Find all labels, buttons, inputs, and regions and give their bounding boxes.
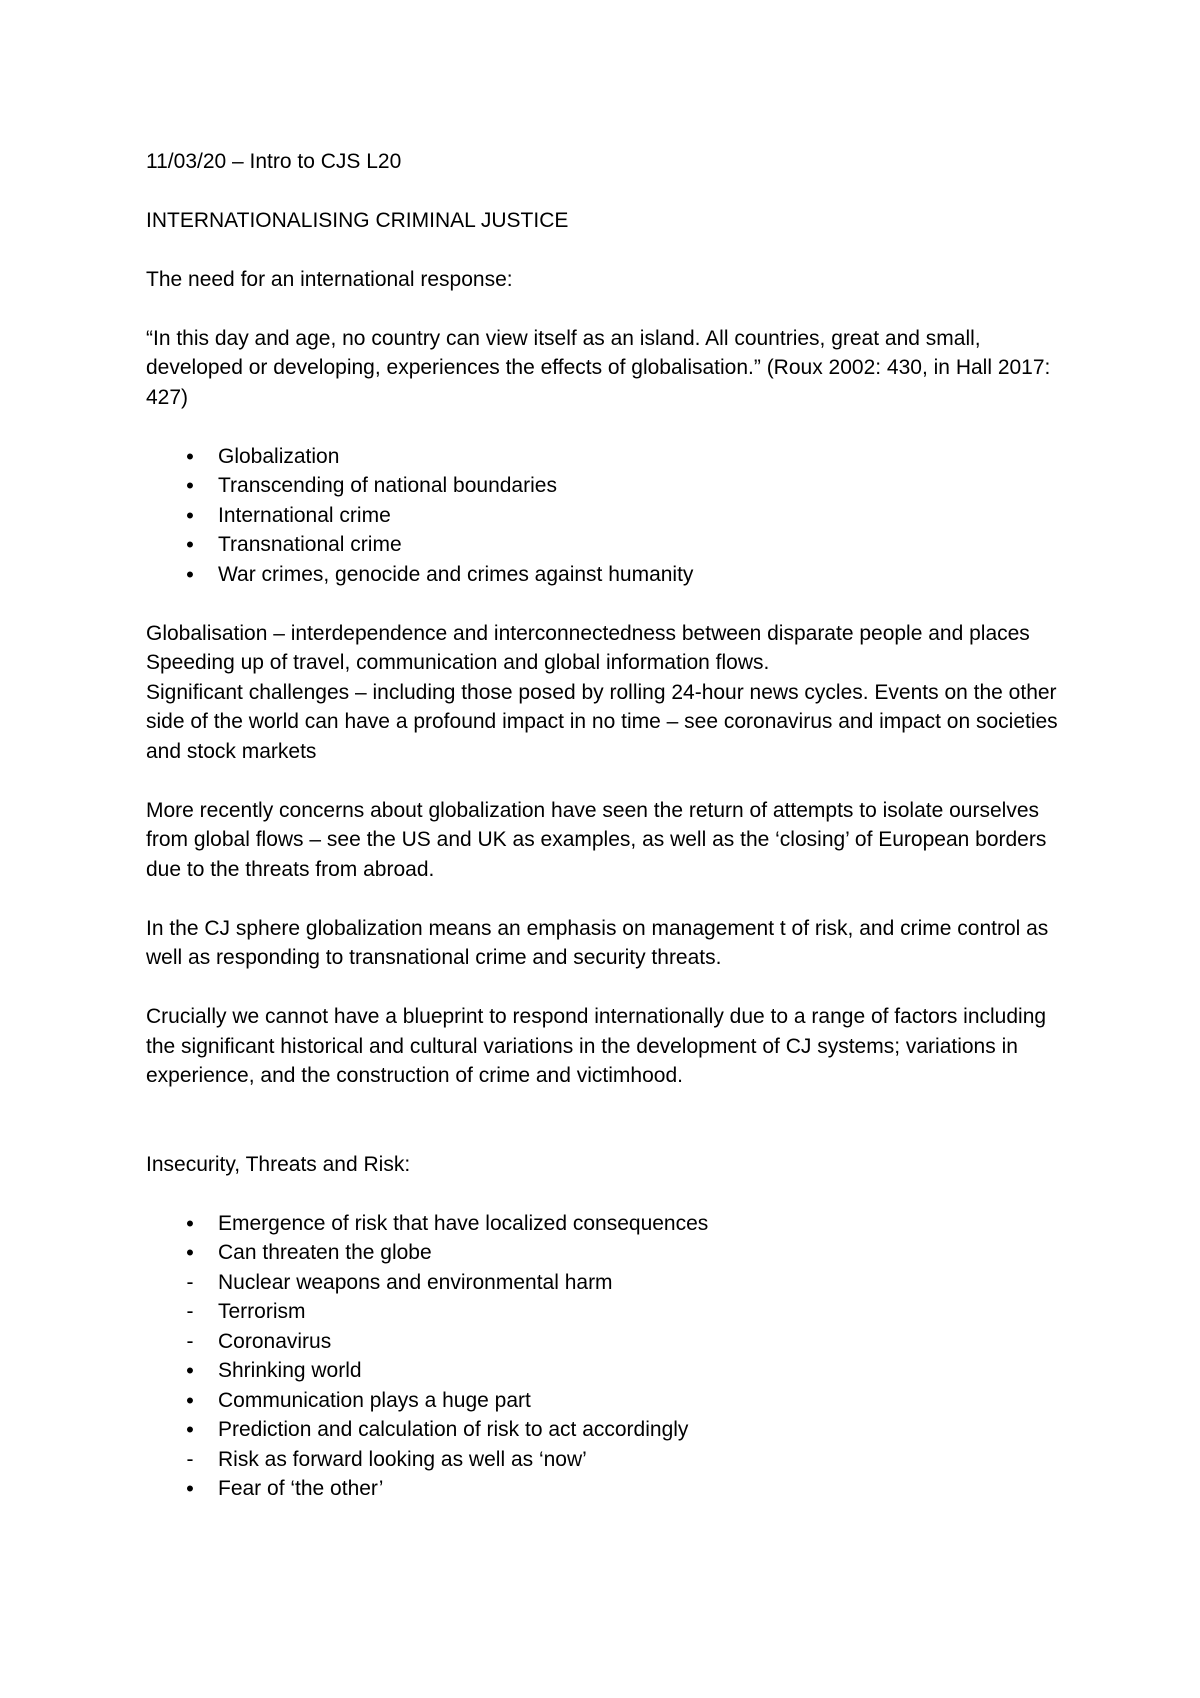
list-item [146, 501, 1066, 531]
bullet-list-globalization [146, 442, 1066, 590]
list-item-text: Prediction and calculation of risk to act accordingly [218, 1418, 689, 1441]
list-item [146, 1327, 1066, 1357]
list-item [146, 442, 1066, 472]
bullet-marker [180, 1415, 200, 1446]
list-item-text: Transcending of national boundaries [218, 474, 557, 497]
list-item [146, 471, 1066, 501]
dash-marker [180, 1327, 200, 1357]
list-item-text: Shrinking world [218, 1359, 362, 1382]
bullet-marker [180, 442, 200, 473]
document-page [146, 147, 1066, 1533]
list-item [146, 1474, 1066, 1504]
quote-paragraph: “In this day and age, no country can view itself as an island. All countries, great and small, developed or developing, experiences the effects of globalisation.” (Roux 2002: 430, in Hall 2017: 427) [146, 326, 1051, 409]
dash-marker [180, 1445, 200, 1475]
text-line: Significant challenges – including those posed by rolling 24-hour news cycles. Events on the other side of the world can have a profound impact in no time – see coronavirus and impact on societies and stock markets [146, 680, 1058, 763]
list-item [146, 1415, 1066, 1445]
bullet-marker [180, 1386, 200, 1417]
list-item-text: Transnational crime [218, 533, 402, 556]
dash-marker [180, 1268, 200, 1298]
list-item-text: Nuclear weapons and environmental harm [218, 1270, 613, 1294]
list-item-text: War crimes, genocide and crimes against humanity [218, 562, 694, 586]
list-item [146, 1238, 1066, 1268]
paragraph-cj-sphere: In the CJ sphere globalization means an emphasis on management t of risk, and crime control as well as responding to transnational crime and security threats. [146, 916, 1049, 969]
list-item [146, 1297, 1066, 1327]
list-item [146, 1209, 1066, 1239]
paragraph-recent-concerns: More recently concerns about globalization have seen the return of attempts to isolate ourselves from global flows – see the US and UK as examples, as well as the ‘closing’ of European borders due to the threats from abroad. [146, 798, 1047, 881]
list-item [146, 560, 1066, 590]
list-item-text: Can threaten the globe [218, 1241, 432, 1264]
list-item-text: Coronavirus [218, 1329, 332, 1353]
bullet-marker [180, 1356, 200, 1387]
bullet-marker [180, 1474, 200, 1505]
list-item-text: Emergence of risk that have localized consequences [218, 1211, 709, 1235]
text-line: Speeding up of travel, communication and global information flows. [146, 651, 770, 674]
section-heading-insecurity: Insecurity, Threats and Risk: [146, 1152, 411, 1176]
bullet-marker [180, 1238, 200, 1269]
dash-marker [180, 1297, 200, 1327]
list-item [146, 530, 1066, 560]
list-item-text: Terrorism [218, 1300, 306, 1323]
globalisation-paragraph [146, 619, 1066, 767]
date-line: 11/03/20 – Intro to CJS L20 [146, 150, 402, 173]
list-item [146, 1445, 1066, 1475]
bullet-marker [180, 530, 200, 561]
bullet-list-risk [146, 1209, 1066, 1504]
list-item [146, 1386, 1066, 1416]
bullet-marker [180, 501, 200, 532]
list-item [146, 1356, 1066, 1386]
paragraph-crucially: Crucially we cannot have a blueprint to respond internationally due to a range of factors including the significant historical and cultural variations in the development of CJ systems; variations in experience, and the construction of crime and victimhood. [146, 1005, 1047, 1087]
bullet-marker [180, 1209, 200, 1240]
blank-line [146, 1120, 1066, 1150]
list-item [146, 1268, 1066, 1298]
bullet-marker [180, 471, 200, 502]
list-item-text: International crime [218, 503, 391, 527]
list-item-text: Fear of ‘the other’ [218, 1477, 384, 1500]
bullet-marker [180, 560, 200, 591]
section-heading-international-response: The need for an international response: [146, 267, 513, 291]
list-item-text: Risk as forward looking as well as ‘now’ [218, 1447, 587, 1471]
list-item-text: Globalization [218, 444, 340, 468]
text-line: Globalisation – interdependence and interconnectedness between disparate people and places [146, 621, 1030, 645]
list-item-text: Communication plays a huge part [218, 1388, 531, 1412]
document-title: INTERNATIONALISING CRIMINAL JUSTICE [146, 208, 569, 232]
